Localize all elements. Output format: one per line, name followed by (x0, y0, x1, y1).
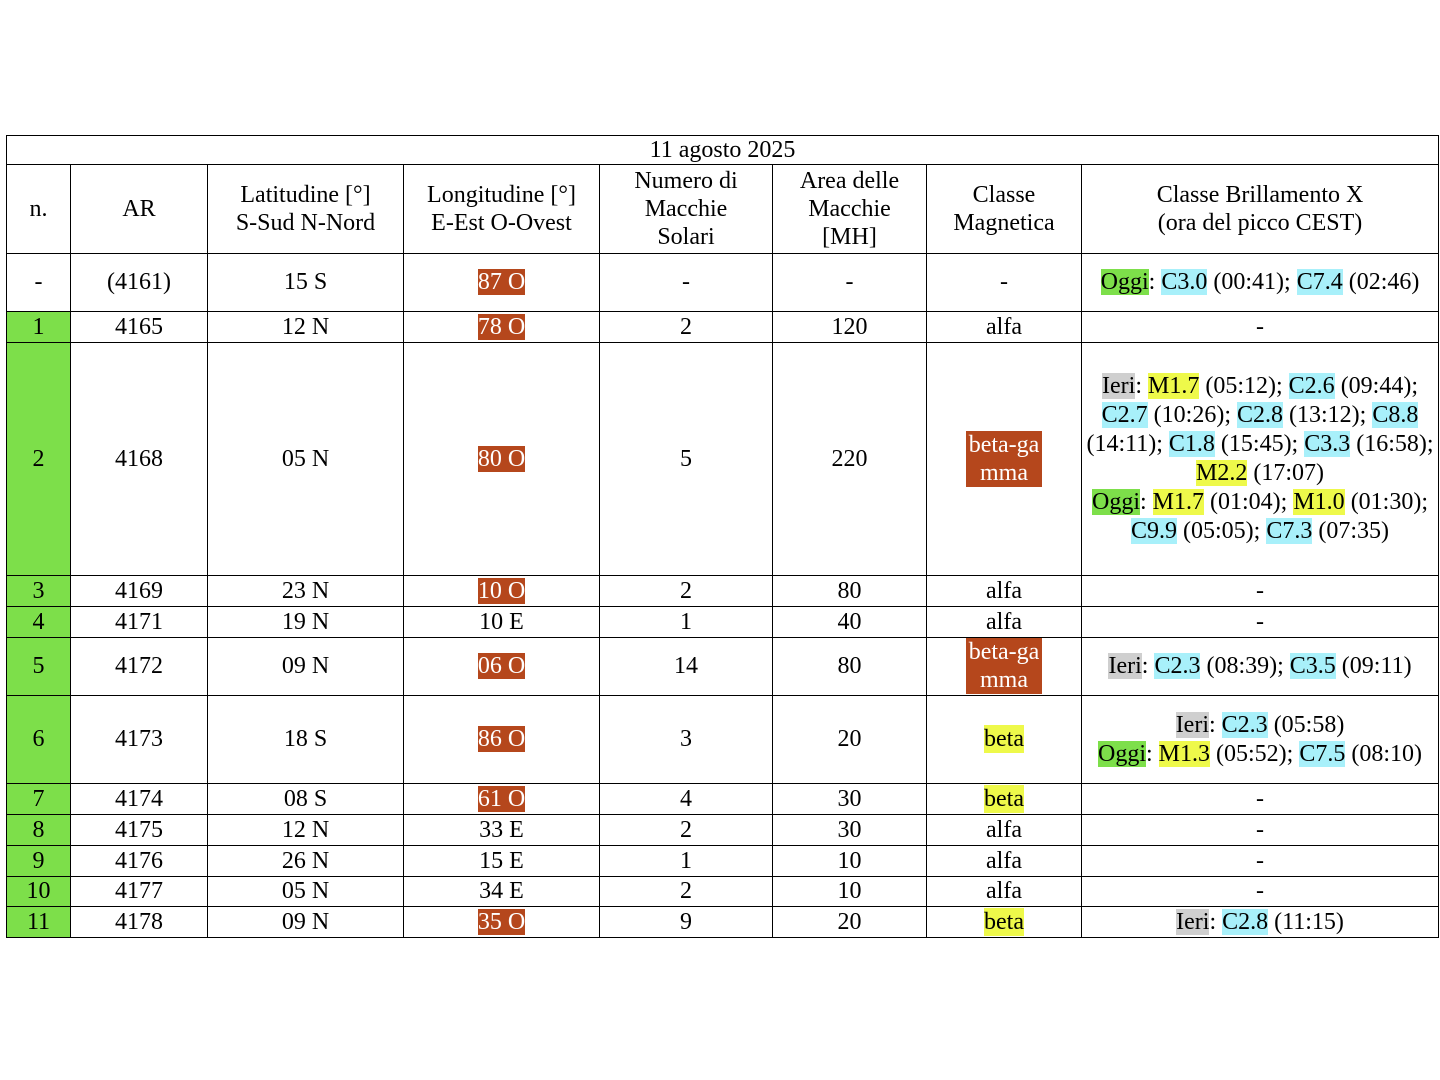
flare-text: (05:12); (1199, 373, 1289, 399)
row-number (7, 846, 71, 877)
spot-count-value: 2 (680, 816, 692, 843)
magnetic-class (927, 576, 1082, 607)
spot-count (600, 907, 773, 938)
latitude (208, 846, 404, 877)
flare-list (1082, 815, 1439, 846)
region-ar (71, 312, 208, 343)
magnetic-class (927, 815, 1082, 846)
flare-tag: M2.2 (1196, 460, 1248, 486)
flare-day-entry (1086, 785, 1434, 814)
latitude (208, 877, 404, 907)
region-ar-value: 4171 (115, 608, 163, 635)
region-ar (71, 638, 208, 696)
flare-text: (05:58) (1267, 711, 1345, 738)
row-number (7, 815, 71, 846)
flare-tag: C2.6 (1288, 373, 1335, 399)
magnetic-class-value: beta-gamma (966, 431, 1042, 487)
flare-list (1082, 907, 1439, 938)
spot-area-value: 40 (837, 608, 862, 635)
region-ar-value: 4169 (115, 577, 163, 604)
row-number (7, 907, 71, 938)
table-row (7, 696, 1439, 784)
header-longitude (404, 165, 600, 254)
flare-tag: C2.7 (1101, 402, 1148, 428)
flare-tag: Ieri (1176, 908, 1210, 935)
flare-list (1082, 576, 1439, 607)
magnetic-class-value: - (1000, 269, 1008, 295)
header-line: Numero di (634, 168, 738, 194)
region-ar (71, 815, 208, 846)
longitude (404, 576, 600, 607)
flare-tag: C7.4 (1296, 269, 1343, 295)
spot-count (600, 576, 773, 607)
magnetic-class-value: alfa (986, 577, 1022, 604)
row-number-value: 4 (32, 608, 45, 635)
magnetic-class (927, 254, 1082, 312)
header-line: Macchie (644, 196, 728, 222)
magnetic-class (927, 846, 1082, 877)
magnetic-class-value: alfa (986, 816, 1022, 843)
flare-list (1082, 254, 1439, 312)
header-spot-count (600, 165, 773, 254)
flare-list (1082, 638, 1439, 696)
longitude-value: 87 O (477, 269, 526, 295)
spot-area (773, 696, 927, 784)
spot-area (773, 877, 927, 907)
table-row (7, 576, 1439, 607)
header-spot-area (773, 165, 927, 254)
longitude (404, 312, 600, 343)
flare-text: - (1256, 313, 1265, 340)
spot-area-value: 120 (831, 313, 868, 340)
sunspot-report-table (6, 135, 1439, 938)
spot-count (600, 312, 773, 343)
flare-tag: Ieri (1108, 653, 1142, 679)
flare-text: : (1146, 740, 1159, 767)
longitude (404, 638, 600, 696)
header-flare-class (1082, 165, 1439, 254)
spot-area (773, 254, 927, 312)
latitude-value: 08 S (283, 785, 328, 812)
header-line: n. (29, 196, 48, 222)
longitude-value: 86 O (477, 726, 526, 752)
spot-area (773, 607, 927, 638)
flare-text: (09:11) (1335, 653, 1412, 679)
row-number-value: 1 (32, 313, 45, 340)
latitude-value: 15 S (283, 269, 328, 295)
spot-area (773, 312, 927, 343)
magnetic-class-value: alfa (986, 608, 1022, 635)
report-date: 11 agosto 2025 (7, 136, 1439, 165)
spot-count-value: 9 (680, 908, 692, 935)
flare-tag: M1.0 (1293, 489, 1345, 515)
region-ar (71, 907, 208, 938)
row-number (7, 696, 71, 784)
flare-tag: C9.9 (1131, 518, 1178, 544)
table-row (7, 784, 1439, 815)
latitude (208, 907, 404, 938)
magnetic-class-value: beta (984, 785, 1024, 812)
latitude (208, 815, 404, 846)
row-number (7, 312, 71, 343)
header-line: E-Est O-Ovest (431, 210, 572, 236)
latitude-value: 09 N (281, 653, 330, 679)
latitude-value: 18 S (283, 726, 328, 752)
longitude-value: 34 E (479, 878, 524, 904)
spot-count (600, 696, 773, 784)
latitude-value: 26 N (281, 847, 330, 874)
magnetic-class-value: alfa (986, 847, 1022, 874)
longitude (404, 696, 600, 784)
latitude (208, 576, 404, 607)
row-number-value: 11 (26, 908, 51, 935)
flare-day-entry (1086, 652, 1434, 681)
row-number (7, 343, 71, 576)
row-number-value: 9 (32, 847, 45, 874)
region-ar-value: (4161) (107, 269, 171, 295)
spot-count-value: 2 (680, 313, 692, 340)
region-ar-value: 4165 (115, 313, 163, 340)
latitude-value: 19 N (281, 608, 330, 635)
table-row (7, 343, 1439, 576)
flare-list (1082, 846, 1439, 877)
longitude-value: 06 O (477, 653, 526, 679)
region-ar-value: 4172 (115, 653, 163, 679)
flare-day-entry (1086, 908, 1434, 937)
spot-area (773, 815, 927, 846)
region-ar-value: 4174 (115, 785, 163, 812)
longitude-value: 35 O (477, 908, 526, 935)
longitude-value: 15 E (479, 847, 524, 874)
flare-day-entry (1086, 372, 1434, 488)
table-row (7, 815, 1439, 846)
spot-area-value: 20 (837, 726, 862, 752)
spot-area-value: 30 (837, 785, 862, 812)
flare-text: : (1140, 489, 1153, 515)
spot-count (600, 877, 773, 907)
flare-tag: Oggi (1100, 269, 1149, 295)
spot-count-value: 14 (674, 653, 698, 679)
flare-day-entry (1086, 711, 1434, 740)
region-ar-value: 4173 (115, 726, 163, 752)
flare-text: (07:35) (1312, 518, 1390, 544)
region-ar (71, 696, 208, 784)
row-number-value: 2 (32, 445, 45, 472)
spot-area-value: 80 (837, 577, 862, 604)
magnetic-class (927, 607, 1082, 638)
row-number-value: 6 (32, 726, 45, 752)
longitude (404, 784, 600, 815)
spot-area (773, 784, 927, 815)
flare-text: (02:46) (1342, 269, 1420, 295)
region-ar-value: 4168 (115, 445, 163, 472)
longitude (404, 907, 600, 938)
row-number (7, 576, 71, 607)
region-ar (71, 877, 208, 907)
flare-tag: M1.7 (1148, 373, 1200, 399)
header-line: Magnetica (953, 210, 1055, 236)
magnetic-class-value: alfa (986, 313, 1022, 340)
flare-text: : (1135, 373, 1148, 399)
row-number (7, 607, 71, 638)
flare-text: : (1148, 269, 1162, 295)
latitude-value: 05 N (281, 878, 330, 904)
longitude-value: 61 O (477, 785, 526, 812)
header-line: Solari (657, 224, 715, 250)
row-number (7, 877, 71, 907)
flare-tag: C7.5 (1299, 740, 1346, 767)
flare-text: : (1209, 711, 1222, 738)
table-body (7, 254, 1439, 938)
flare-tag: Ieri (1102, 373, 1136, 399)
header-line: Area delle (799, 168, 900, 194)
flare-text: - (1256, 608, 1265, 635)
spot-area-value: 20 (837, 908, 862, 935)
spot-area-value: - (845, 269, 854, 295)
flare-day-entry (1086, 816, 1434, 845)
longitude-value: 78 O (477, 313, 526, 340)
flare-text: - (1256, 785, 1265, 812)
flare-list (1082, 607, 1439, 638)
flare-text: (09:44); (1334, 373, 1419, 399)
flare-list (1082, 696, 1439, 784)
flare-list (1082, 312, 1439, 343)
flare-tag: C2.8 (1237, 402, 1284, 428)
flare-text: : (1209, 908, 1223, 935)
flare-tag: Oggi (1098, 740, 1146, 767)
header-line: Classe Brillamento X (1156, 182, 1364, 208)
spot-count-value: - (682, 269, 690, 295)
flare-tag: C3.5 (1289, 653, 1336, 679)
table-row (7, 607, 1439, 638)
spot-area (773, 638, 927, 696)
flare-text: (01:30); (1344, 489, 1429, 515)
flare-day-entry (1086, 268, 1434, 297)
flare-text: : (1141, 653, 1155, 679)
spot-area-value: 220 (831, 445, 868, 472)
magnetic-class (927, 907, 1082, 938)
longitude (404, 254, 600, 312)
header-line: [MH] (822, 224, 877, 250)
longitude-value: 10 E (479, 608, 524, 635)
flare-day-entry (1086, 877, 1434, 906)
flare-tag: C2.3 (1221, 711, 1268, 738)
table-row (7, 846, 1439, 877)
header-line: Latitudine [°] (240, 182, 371, 208)
flare-text: - (1256, 577, 1265, 604)
region-ar-value: 4175 (115, 816, 163, 843)
flare-day-entry (1086, 313, 1434, 342)
flare-tag: M1.7 (1152, 489, 1205, 515)
flare-tag: C7.3 (1266, 518, 1313, 544)
longitude (404, 815, 600, 846)
longitude-value: 80 O (477, 445, 526, 472)
magnetic-class-value: beta-gamma (966, 638, 1042, 694)
row-number-value: 10 (26, 878, 51, 904)
latitude-value: 23 N (281, 577, 330, 604)
flare-list (1082, 784, 1439, 815)
flare-text: (15:45); (1214, 431, 1305, 457)
header-line: AR (122, 196, 156, 222)
spot-count (600, 784, 773, 815)
flare-text: (05:05); (1177, 518, 1267, 544)
spot-count (600, 343, 773, 576)
spot-count (600, 254, 773, 312)
longitude (404, 343, 600, 576)
flare-text: (11:15) (1268, 908, 1344, 935)
latitude (208, 312, 404, 343)
flare-tag: M1.3 (1158, 740, 1211, 767)
header-magnetic-class (927, 165, 1082, 254)
header-line: Macchie (808, 196, 891, 222)
region-ar (71, 607, 208, 638)
longitude-value: 10 O (477, 577, 526, 604)
spot-count (600, 607, 773, 638)
header-line: S-Sud N-Nord (235, 210, 376, 236)
latitude-value: 12 N (281, 816, 330, 843)
flare-text: (17:07) (1247, 460, 1325, 486)
magnetic-class (927, 696, 1082, 784)
spot-count-value: 2 (680, 878, 692, 904)
flare-text: (01:04); (1204, 489, 1294, 515)
region-ar (71, 576, 208, 607)
region-ar (71, 846, 208, 877)
spot-area-value: 30 (837, 816, 862, 843)
longitude (404, 846, 600, 877)
longitude (404, 877, 600, 907)
flare-day-entry (1086, 488, 1434, 546)
row-number (7, 638, 71, 696)
header-row (7, 165, 1439, 254)
flare-text: (00:41); (1207, 269, 1297, 295)
latitude (208, 696, 404, 784)
spot-count (600, 846, 773, 877)
flare-tag: C8.8 (1372, 402, 1419, 428)
spot-count-value: 5 (680, 445, 692, 472)
region-ar (71, 784, 208, 815)
row-number-value: 3 (32, 577, 45, 604)
row-number (7, 254, 71, 312)
spot-area-value: 10 (837, 847, 862, 874)
row-number-value: - (34, 269, 43, 295)
magnetic-class-value: alfa (986, 878, 1022, 904)
header-line: Classe (972, 182, 1036, 208)
table-row (7, 638, 1439, 696)
latitude (208, 343, 404, 576)
latitude (208, 254, 404, 312)
spot-area (773, 343, 927, 576)
flare-tag: C2.8 (1222, 908, 1269, 935)
latitude (208, 638, 404, 696)
flare-day-entry (1086, 740, 1434, 769)
header-ar (71, 165, 208, 254)
flare-text: - (1256, 816, 1265, 843)
header-line: Longitudine [°] (427, 182, 576, 208)
magnetic-class-value: beta (984, 908, 1024, 935)
flare-list (1082, 343, 1439, 576)
flare-day-entry (1086, 577, 1434, 606)
flare-list (1082, 877, 1439, 907)
region-ar-value: 4177 (115, 878, 163, 904)
spot-area-value: 10 (837, 878, 862, 904)
flare-text: (08:10) (1345, 740, 1423, 767)
spot-area (773, 846, 927, 877)
flare-text: (14:11); (1086, 431, 1169, 457)
magnetic-class (927, 343, 1082, 576)
flare-text: (08:39); (1200, 653, 1290, 679)
flare-text: (13:12); (1283, 402, 1373, 428)
flare-tag: Ieri (1175, 711, 1209, 738)
latitude (208, 607, 404, 638)
flare-tag: Oggi (1092, 489, 1140, 515)
flare-tag: C3.0 (1161, 269, 1208, 295)
magnetic-class (927, 312, 1082, 343)
latitude-value: 12 N (281, 313, 330, 340)
spot-count-value: 4 (680, 785, 692, 812)
spot-count (600, 815, 773, 846)
latitude-value: 09 N (281, 908, 330, 935)
region-ar-value: 4178 (115, 908, 163, 935)
flare-text: - (1256, 878, 1265, 904)
row-number (7, 784, 71, 815)
row-number-value: 8 (32, 816, 45, 843)
header-n (7, 165, 71, 254)
flare-text: (10:26); (1147, 402, 1237, 428)
flare-text: (05:52); (1210, 740, 1300, 767)
flare-text: (16:58); (1350, 431, 1434, 457)
flare-day-entry (1086, 608, 1434, 637)
header-latitude (208, 165, 404, 254)
flare-tag: C3.3 (1304, 431, 1351, 457)
magnetic-class (927, 638, 1082, 696)
spot-count-value: 1 (680, 608, 692, 635)
table-row (7, 907, 1439, 938)
spot-count-value: 1 (680, 847, 692, 874)
spot-count (600, 638, 773, 696)
row-number-value: 7 (32, 785, 45, 812)
longitude (404, 607, 600, 638)
flare-tag: C1.8 (1168, 431, 1215, 457)
flare-text: - (1256, 847, 1265, 874)
latitude-value: 05 N (281, 445, 330, 472)
magnetic-class (927, 784, 1082, 815)
flare-tag: C2.3 (1154, 653, 1201, 679)
latitude (208, 784, 404, 815)
spot-count-value: 2 (680, 577, 692, 604)
table-row (7, 254, 1439, 312)
spot-area-value: 80 (837, 653, 862, 679)
row-number-value: 5 (32, 653, 45, 679)
spot-area (773, 576, 927, 607)
region-ar-value: 4176 (115, 847, 163, 874)
longitude-value: 33 E (479, 816, 524, 843)
spot-area (773, 907, 927, 938)
header-line: (ora del picco CEST) (1157, 210, 1363, 236)
title-row (7, 136, 1439, 165)
flare-day-entry (1086, 847, 1434, 876)
region-ar (71, 254, 208, 312)
magnetic-class-value: beta (984, 726, 1024, 752)
table-row (7, 312, 1439, 343)
spot-count-value: 3 (680, 726, 692, 752)
region-ar (71, 343, 208, 576)
table-row (7, 877, 1439, 907)
magnetic-class (927, 877, 1082, 907)
